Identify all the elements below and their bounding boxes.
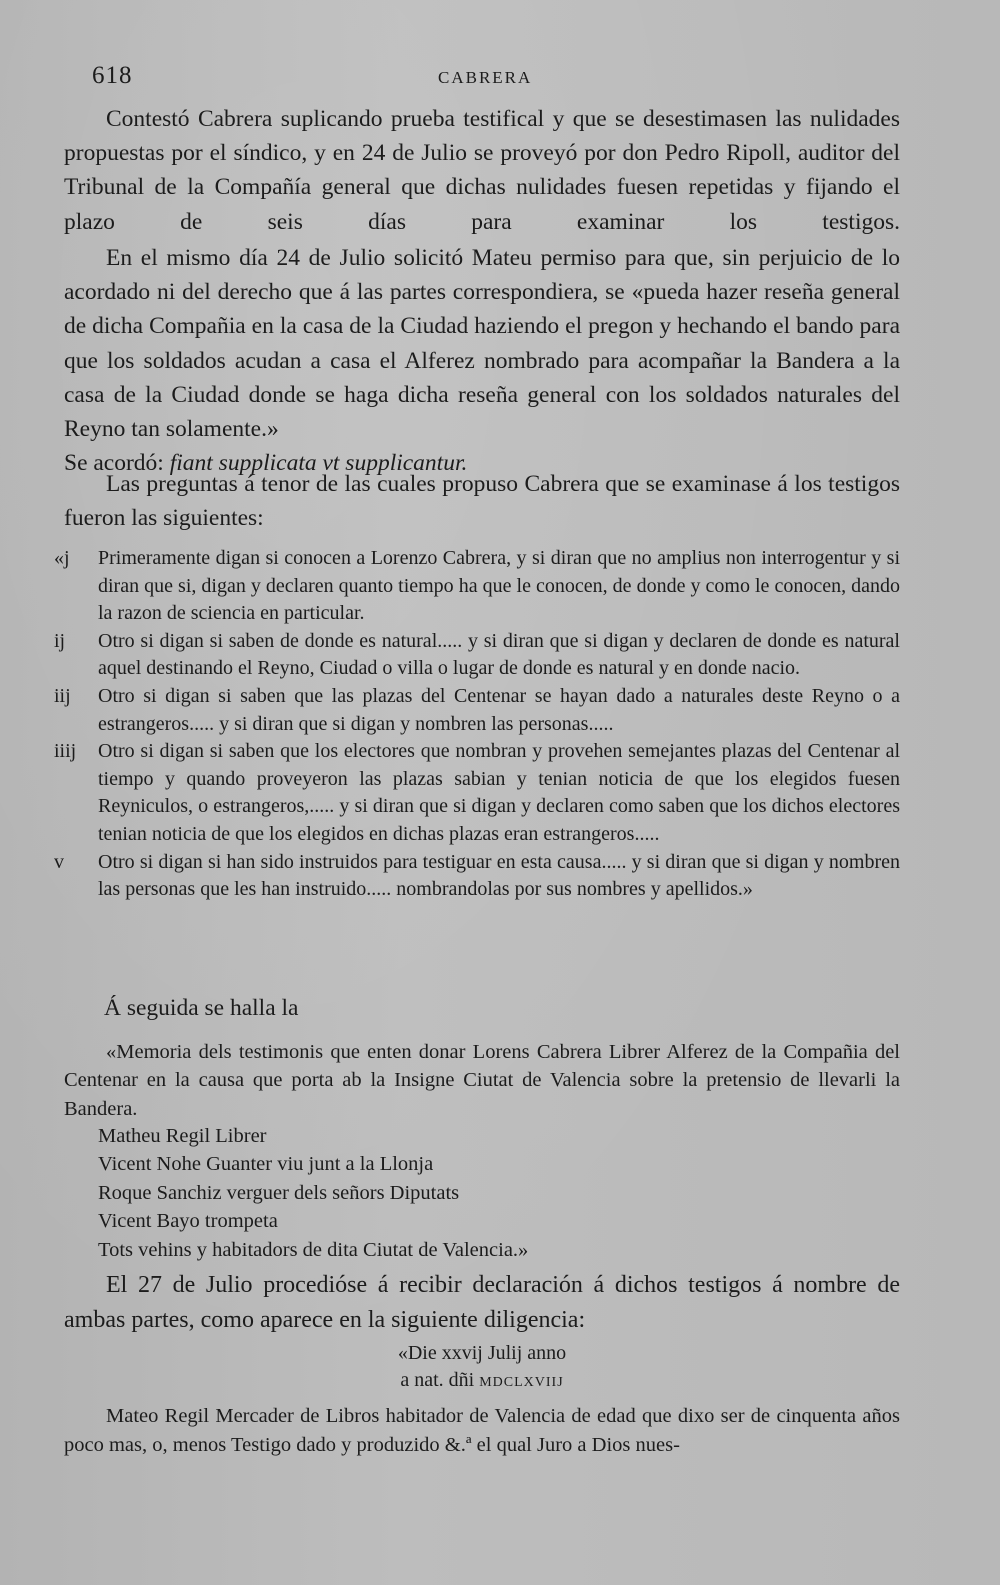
seguida-line: Á seguida se halla la (104, 995, 299, 1021)
question-text: Primeramente digan si conocen a Lorenzo Cabrera, y si diran que no amplius non interrogentur y si diran que si, digan y declaren quanto tiempo ha que le conocen, de donde y como le conocen, dando la razon de sciencia en particular. (98, 547, 900, 625)
paragraph-2 (64, 241, 900, 480)
witness-item: Vicent Bayo trompeta (98, 1210, 278, 1233)
question-text: Otro si digan si saben de donde es natural..... y si diran que si digan y declaren de donde es natural aquel destinando el Reyno, Ciudad o villa o lugar de donde es natural y en donde nacio. (98, 629, 900, 680)
question-number: «j (54, 547, 70, 569)
paragraph-2-decision-latin: fiant supplicata vt supplicantur. (169, 450, 468, 477)
question-text: Otro si digan si saben que los electores que nombran y provehen semejantes plazas del Centenar al tiempo y quando proveyeron las plazas sabian y tenian noticia de que los elegidos fuesen Reyniculos, o estrangeros,..... y si diran que si digan y declaren como saben que los dichos electores tenian noticia de que los elegidos en dichas plazas eran estrangeros..... (98, 740, 900, 845)
witness-item: Tots vehins y habitadors de dita Ciutat de Valencia.» (98, 1238, 529, 1261)
witness-list (98, 1122, 898, 1264)
date-line-2 (64, 1367, 900, 1396)
question-text: Otro si digan si han sido instruidos para testiguar en esta causa..... y si diran que si digan y nombren las personas que les han instruido..... nombrandolas por sus nombres y apellidos.» (98, 850, 900, 901)
paragraph-5: Mateo Regil Mercader de Libros habitador de Valencia de edad que dixo ser de cinquenta años poco mas, o, menos Testigo dado y produzido &.ª el qual Juro a Dios nues- (64, 1405, 900, 1456)
paragraph-2-decision: Se acordó: (64, 450, 170, 477)
date-line-2-year: MDCLXVIIJ (479, 1375, 564, 1390)
question-item (54, 738, 900, 848)
paragraph-4: El 27 de Julio procedióse á recibir declaración á dichos testigos á nombre de ambas partes, como aparece en la siguiente diligencia: (64, 1272, 900, 1333)
date-block (64, 1340, 900, 1396)
paragraph-1: Contestó Cabrera suplicando prueba testifical y que se desestimasen las nulidades propuestas por el síndico, y en 24 de Julio se proveyó por don Pedro Ripoll, auditor del Tribunal de la Compañía general que dichas nulidades fuesen repetidas y fijando el plazo de seis días para examinar los testigos. (64, 106, 900, 235)
question-number: iiij (54, 740, 77, 763)
witness-item: Roque Sanchiz verguer dels señors Diputats (98, 1181, 460, 1204)
question-item (54, 683, 900, 738)
question-item (54, 849, 900, 904)
question-item (54, 545, 900, 628)
question-number: ij (54, 629, 66, 652)
question-item (54, 628, 900, 683)
page-number: 618 (92, 62, 133, 89)
paragraph-2-text: En el mismo día 24 de Julio solicitó Mateu permiso para que, sin perjuicio de lo acordado ni del derecho que á las partes correspondiera, se «pueda hazer reseña general de dicha Compañia en la casa de la Ciudad haziendo el pregon y hechando el bando para que los soldados acudan a casa el Alferez nombrado para acompañar la Bandera a la casa de la Ciudad donde se haga dicha reseña general con los soldados naturales del Reyno tan solamente.» (64, 245, 900, 443)
running-head: CABRERA (438, 68, 533, 87)
question-number: v (54, 850, 64, 873)
date-line-2-prefix: a nat. dñi (400, 1369, 480, 1391)
question-number: iij (54, 684, 71, 707)
witness-item: Matheu Regil Librer (98, 1125, 267, 1147)
question-list (54, 545, 900, 904)
page-header (64, 58, 900, 98)
memoria-paragraph: «Memoria dels testimonis que enten donar Lorens Cabrera Librer Alferez de la Compañia del Centenar en la causa que porta ab la Insigne Ciutat de Valencia sobre la pretensio de llevarli la Bandera. (64, 1041, 900, 1120)
date-line-1: «Die xxvij Julij anno (397, 1342, 567, 1364)
witness-item: Vicent Nohe Guanter viu junt a la Llonja (98, 1153, 434, 1176)
question-text: Otro si digan si saben que las plazas del Centenar se hayan dado a naturales deste Reyno o a estrangeros..... y si diran que si digan y nombren las personas..... (98, 684, 900, 735)
paragraph-3: Las preguntas á tenor de las cuales propuso Cabrera que se examinase á los testigos fueron las siguientes: (64, 471, 900, 532)
